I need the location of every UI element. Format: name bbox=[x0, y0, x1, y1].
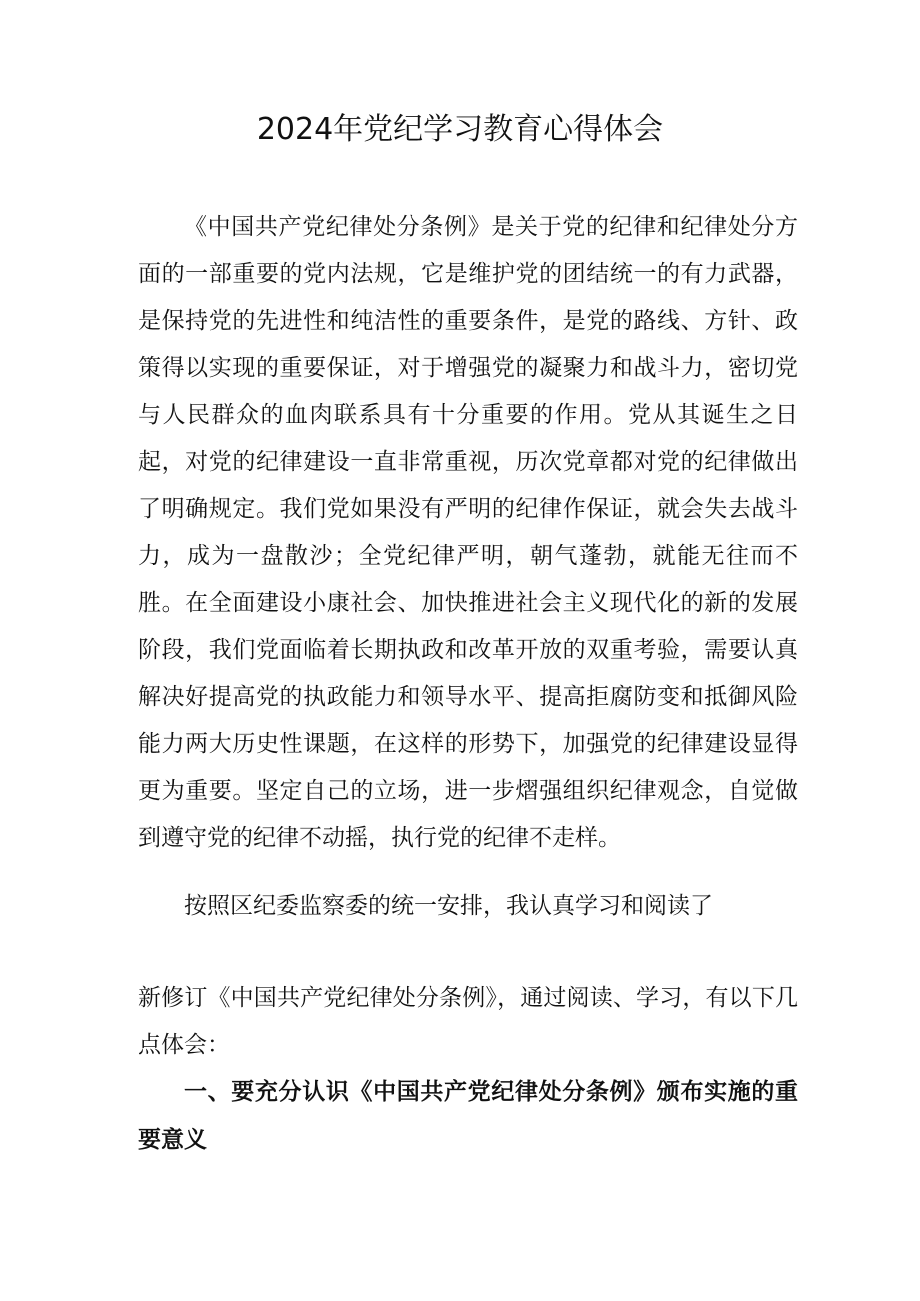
paragraph-arrangement: 按照区纪委监察委的统一安排，我认真学习和阅读了 bbox=[184, 893, 713, 919]
paragraph-intro: 《中国共产党纪律处分条例》是关于党的纪律和纪律处分方面的一部重要的党内法规，它是维护党的团结统一的有力武器，是保持党的先进性和纯洁性的重要条件，是党的路线、方针、政策得以实现的重要保证，对于增强党的凝聚力和战斗力，密切党与人民群众的血肉联系具有十分重要的作用。党从其诞生之日起，对党的纪律建设一直非常重视，历次党章都对党的纪律做出了明确规定。我们党如果没有严明的纪律作保证，就会失去战斗力，成为一盘散沙；全党纪律严明，朝气蓬勃，就能无往而不胜。在全面建设小康社会、加快推进社会主义现代化的新的发展阶段，我们党面临着长期执政和改革开放的双重考验，需要认真解决好提高党的执政能力和领导水平、提高拒腐防变和抵御风险能力两大历史性课题，在这样的形势下，加强党的纪律建设显得更为重要。坚定自己的立场，进一步熠强组织纪律观念，自觉做到遵守党的纪律不动摇，执行党的纪律不走样。 bbox=[138, 214, 798, 851]
paragraph-study-note: 新修订《中国共产党纪律处分条例》，通过阅读、学习，有以下几点体会： bbox=[138, 985, 798, 1058]
section-heading-1: 一、要充分认识《中国共产党纪律处分条例》颁布实施的重要意义 bbox=[138, 1079, 798, 1153]
document-title: 2024年党纪学习教育心得体会 bbox=[256, 112, 664, 147]
